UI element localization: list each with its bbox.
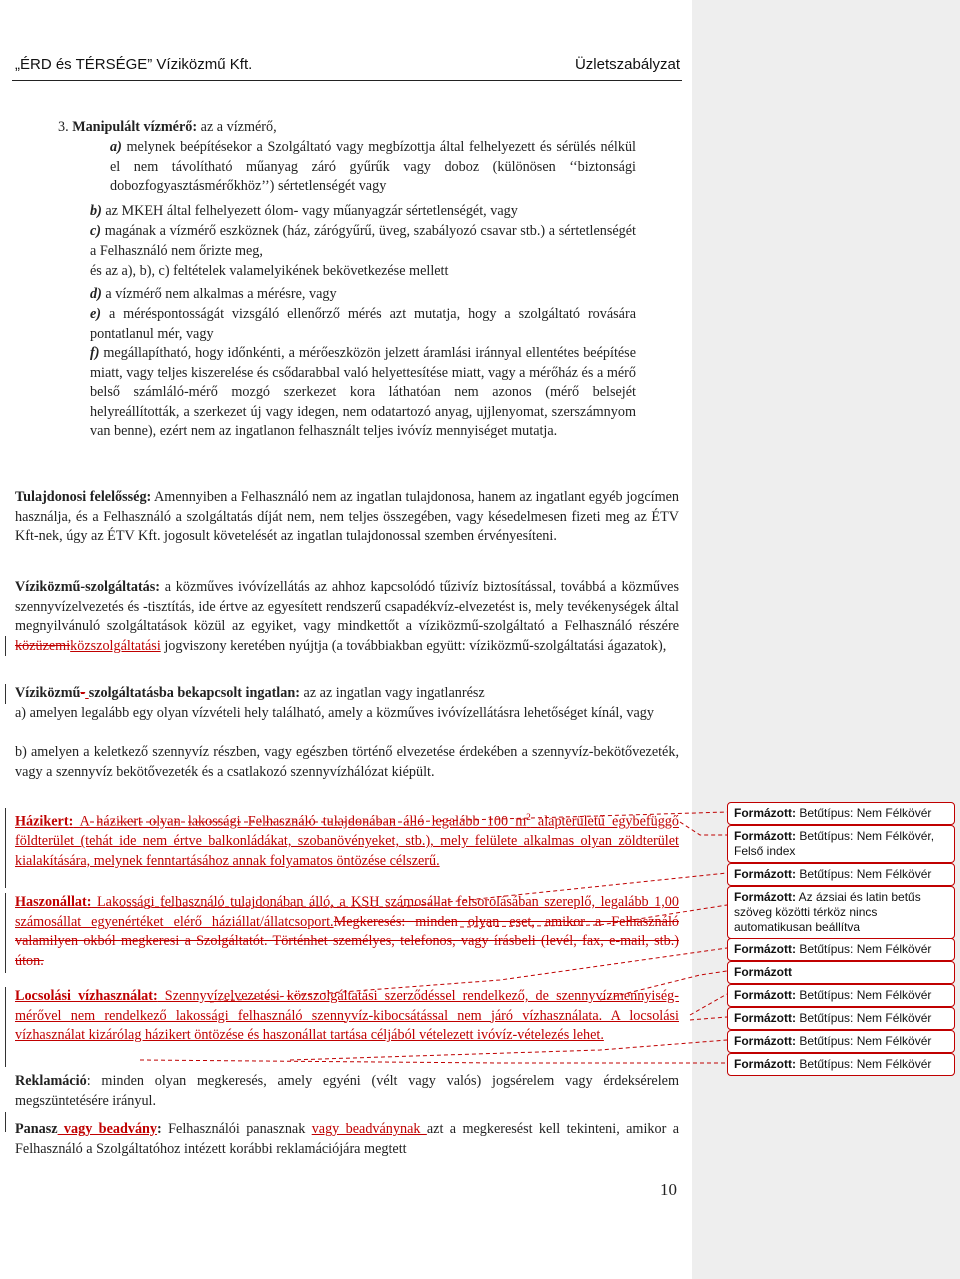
format-comment[interactable]: [727, 825, 955, 863]
manip-item-d: [90, 285, 636, 305]
item-text: a vízmérő nem alkalmas a mérésre, vagy: [101, 286, 337, 302]
punctuation: :: [157, 1121, 162, 1137]
format-comment[interactable]: [727, 1007, 955, 1030]
definition-term: Panasz: [15, 1121, 58, 1137]
comment-text: Betűtípus: Nem Félkövér: [796, 867, 932, 881]
comment-text: Betűtípus: Nem Félkövér: [796, 988, 932, 1002]
comment-label: Formázott:: [734, 806, 796, 820]
definition-text: Felhasználói panasznak: [161, 1121, 312, 1137]
item-text: a méréspontosságát vizsgáló ellenőrző mérés azt mutatja, hogy a szolgáltató rovására pontatlanul mér, vagy: [90, 306, 636, 342]
manip-term: Manipulált vízmérő:: [72, 119, 198, 135]
definition-term: Reklamáció: [15, 1073, 87, 1089]
manip-item-e: [90, 305, 636, 344]
bekapcsolt-item-a: a) amelyen legalább egy olyan vízvételi hely található, amely a közműves ivóvízellátásra lehetőséget kínál, vagy: [15, 705, 654, 721]
comment-label: Formázott:: [734, 1034, 796, 1048]
definition-term: Házikert:: [15, 813, 74, 830]
format-comment[interactable]: [727, 984, 955, 1007]
superscript: 2: [526, 812, 531, 822]
inserted-term: Haszonállat:: [15, 894, 92, 910]
comment-label: Formázott:: [734, 867, 796, 881]
inserted-text: vagy beadvány: [57, 1121, 158, 1137]
manip-item-c: [90, 222, 636, 261]
comment-text: Betűtípus: Nem Félkövér: [796, 1034, 932, 1048]
change-bar: [5, 987, 6, 1067]
change-bar: [5, 808, 6, 888]
header-rule: [12, 80, 682, 81]
definition-term: szolgáltatásba bekapcsolt ingatlan:: [88, 685, 300, 701]
definition-text: az az ingatlan vagy ingatlanrész: [299, 685, 485, 701]
format-comment[interactable]: [727, 938, 955, 961]
change-bar: [5, 893, 6, 973]
item-text: megállapítható, hogy időnkénti, a mérőeszközön jelzett áramlási iránnyal ellentétes beépítése miatt, vagy teljes kiszerelése és csődarabbal való helyettesítése miatt, vagy a mérőház és a mérő belső számláló-mérő mozgó szerkezet kora láthatóan nem azonos (mérő belsejét helyreállították, a szerkezet új vagy idegen, nem odatartozó anyag, ujjlenyomat, szerszámnyom van benne), ezért nem az ingatlanon felhasznált teljes ivóvíz mennyiséget mutatja.: [90, 345, 636, 440]
deleted-text: -: [80, 685, 86, 701]
item-label: b): [90, 203, 102, 219]
format-comment[interactable]: [727, 961, 955, 984]
definition-text: : minden olyan megkeresés, amely egyéni (vélt vagy valós) jogsérelem vagy érdeksérelem megszüntetésére irányul.: [15, 1073, 679, 1109]
bekapcsolt-item-b: b) amelyen a keletkező szennyvíz részben, vagy egészben történő elvezetése érdekében a szennyvíz-bekötővezeték, vagy a szennyvíz bekötővezeték és a csatlakozó szennyvízhálózat kiépült.: [15, 744, 679, 780]
comment-label: Formázott:: [734, 988, 796, 1002]
comment-text: Betűtípus: Nem Félkövér: [796, 942, 932, 956]
item-text: magának a vízmérő eszköznek (ház, zárógyűrű, üveg, szabályozó csavar stb.) a sértetlenségét a Felhasználó nem őrizte meg,: [90, 223, 636, 259]
item-label: e): [90, 306, 102, 322]
change-bar: [5, 684, 6, 704]
manip-title-rest: az a vízmérő,: [197, 119, 277, 135]
para-locsolasi: [15, 987, 679, 1046]
para-haszonallat: [15, 893, 679, 971]
definition-text: A házikert olyan lakossági Felhasználó tulajdonában álló legalább 100 m: [73, 813, 527, 830]
manip-item-f: [90, 344, 636, 442]
para-reklamacio: [15, 1072, 679, 1111]
manip-condition: és az a), b), c) feltételek valamelyikének bekövetkezése mellett: [90, 263, 449, 279]
definition-text: Szennyvízelvezetési közszolgáltatási szerződéssel rendelkező, de szennyvízmennyiség-mérővel nem rendelkező lakossági felhasználó szennyvíz-kibocsátással nem járó vízhasználata. A locsolási vízhasználat kizárólag házikert öntözése és haszonállat tartása céljából vételezett ivóvíz-vételezés lehet.: [15, 988, 679, 1044]
definition-term: Víziközmű-szolgáltatás:: [15, 579, 161, 595]
para-panasz: [15, 1120, 679, 1159]
manip-number: 3.: [58, 119, 73, 135]
page-number: 10: [660, 1180, 677, 1199]
change-bar: [5, 1112, 6, 1132]
manip-title: [58, 118, 638, 138]
inserted-text: közszolgáltatási: [70, 637, 161, 654]
comment-text: Az ázsiai és latin betűs szöveg közötti térköz nincs automatikusan beállítva: [734, 890, 921, 934]
comment-text: Betűtípus: Nem Félkövér, Felső index: [734, 829, 935, 858]
comment-text: Betűtípus: Nem Félkövér: [796, 1011, 932, 1025]
format-comment[interactable]: [727, 802, 955, 825]
item-text: az MKEH által felhelyezett ólom- vagy műanyagzár sértetlenségét, vagy: [101, 203, 518, 219]
comment-text: Betűtípus: Nem Félkövér: [796, 1057, 932, 1071]
para-vizikozmu: [15, 578, 679, 656]
format-comment[interactable]: [727, 886, 955, 939]
definition-text: a közműves ivóvízellátás az ahhoz kapcsolódó tűzivíz biztosítással, továbbá a közműves szennyvízelvezetés és -tisztítás, ide értve az egyesített rendszerű csapadékvíz-elvezetést is, mely tevékenységek által megnyilvánuló szolgáltatások közül az egyiket, vagy mindkettőt a víziközmű-szolgáltató a Felhasználó részére: [15, 579, 679, 635]
manip-item-b: [90, 202, 636, 222]
definition-text: jogviszony keretében nyújtja (a továbbiakban együtt: víziközmű-szolgáltatási ágazatok),: [160, 637, 667, 654]
comment-label: Formázott:: [734, 890, 796, 904]
item-label: f): [90, 345, 100, 361]
item-label: c): [90, 223, 102, 239]
item-label: d): [90, 286, 102, 302]
header-doc-title: Üzletszabályzat: [574, 56, 680, 73]
deleted-text: Megkeresés: minden olyan eset, amikor a Felhasználó valamilyen okból megkeresi a Szolgáltatót. Történhet személyes, telefonos, vagy írásbeli (levél, fax, e-mail, stb.) úton.: [15, 913, 679, 969]
definition-text: Amennyiben a Felhasználó nem az ingatlan tulajdonosa, hanem az ingatlant egyéb jogcímen használja, és a Felhasználó a szolgáltatás díját nem, nem teljes összegében, vagy késedelmesen fizeti meg az ÉTV Kft-nek, úgy az ÉTV Kft. jogosult követelését az ingatlan tulajdonossal szemben érvényesíteni.: [15, 489, 679, 545]
comment-label: Formázott:: [734, 1057, 796, 1071]
comment-margin: [692, 0, 960, 1279]
manip-item-a: [110, 138, 636, 197]
deleted-text: közüzemi: [15, 637, 71, 654]
item-text: melynek beépítésekor a Szolgáltató vagy megbízottja által felhelyezett és sérülés nélkül el nem távolítható műanyag záró gyűrűk vagy doboz (különösen ‘‘biztonsági dobozfogyasztásmérőkhöz’’) sértetlenségét vagy: [110, 139, 636, 195]
inserted-text: vagy beadványnak: [311, 1121, 427, 1137]
para-hazikert: [15, 808, 679, 872]
format-comment[interactable]: [727, 863, 955, 886]
format-comment[interactable]: [727, 1053, 955, 1076]
comment-label: Formázott:: [734, 1011, 796, 1025]
comment-label: Formázott: [734, 965, 792, 979]
definition-term: Víziközmű: [15, 685, 81, 701]
item-label: a): [110, 139, 122, 155]
definition-term: Tulajdonosi felelősség:: [15, 489, 152, 505]
header-company: „ÉRD és TÉRSÉGE” Víziközmű Kft.: [15, 56, 253, 73]
definition-text: alapterületű egybefüggő földterület (tehát ide nem értve balkonládákat, szobanövényeket, stb.), mely felülete alkalmas olyan zöldterület kialakítására, melynek fenntartásához annak folyamatos öntözése célszerű.: [15, 813, 679, 869]
comment-text: Betűtípus: Nem Félkövér: [796, 806, 932, 820]
definition-term: Locsolási vízhasználat:: [15, 988, 158, 1004]
para-bekapcsolt: [15, 684, 679, 704]
para-tulajdonosi: [15, 488, 679, 547]
comment-label: Formázott:: [734, 942, 796, 956]
comment-label: Formázott:: [734, 829, 796, 843]
definition-text: azt a megkeresést kell tekinteni, amikor a Felhasználó a Szolgáltatóhoz intézett korábbi reklamációjára megtett: [15, 1121, 679, 1157]
format-comment[interactable]: [727, 1030, 955, 1053]
inserted-text: Lakossági felhasználó tulajdonában álló, a KSH számosállat felsorolásában szereplő, legalább 1,00 számosállat egyenértéket elérő háziállat/állatcsoport.: [15, 894, 679, 930]
change-bar: [5, 636, 6, 656]
